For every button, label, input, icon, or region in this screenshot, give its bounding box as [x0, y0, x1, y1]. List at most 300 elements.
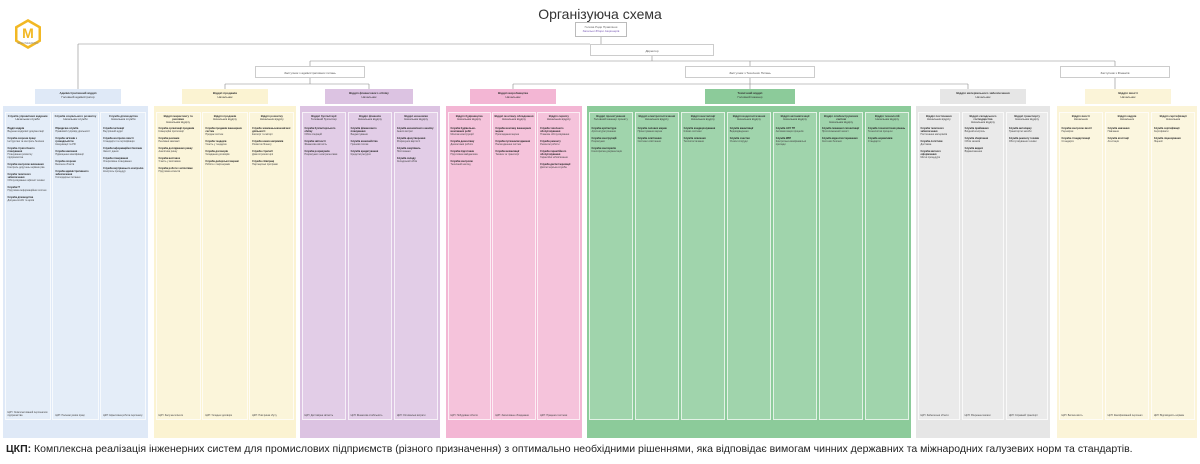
- unit-header: [53, 113, 97, 126]
- unit-entry: [250, 126, 293, 139]
- dept-subtitle: Начальник: [361, 94, 377, 99]
- entry-title: Служба розрахунків: [304, 150, 330, 153]
- entry-title: Служба зовнішньоекономічної діяльності: [252, 127, 291, 133]
- entry-title: Служба контролю: [450, 160, 473, 163]
- entry-desc: Транспортні засоби: [1008, 130, 1032, 133]
- dept-head-admin: [35, 89, 121, 104]
- unit-result: ЦКП: Залучені клієнти: [158, 414, 184, 417]
- page-title: Організуюча схема: [538, 6, 662, 22]
- entry-desc: Розрахунки: [591, 140, 605, 143]
- dept-title: Відділ фінансового обліку: [349, 91, 389, 95]
- unit-entry: [963, 136, 1004, 146]
- unit-title: Відділ фінансів: [359, 114, 381, 118]
- entry-desc: Розрахунок вартості: [396, 140, 421, 143]
- unit-subtitle: Начальник служби: [63, 117, 88, 122]
- shareholders-label: Загальні Збори Акціонерів: [582, 29, 620, 33]
- unit-title: Відділ сертифікації: [1159, 114, 1187, 118]
- entry-desc: Кредитні ресурси: [350, 153, 371, 156]
- unit-subtitle: Начальник відділу: [358, 117, 382, 122]
- deputy-admin-box: Заступник з адміністративних питань: [255, 66, 365, 78]
- entry-desc: Розрахунки з контрагентами: [304, 153, 338, 156]
- entry-desc: Кошторисна документація: [591, 150, 622, 153]
- unit-column: [1059, 112, 1104, 420]
- dept-subtitle: Начальник: [217, 94, 233, 99]
- entry-desc: Автоматизація процесів: [775, 130, 804, 133]
- entry-desc: Фінансова звітність: [304, 143, 327, 146]
- unit-title: Служба діловодства: [108, 114, 138, 118]
- entry-title: Служба технічного забезпечення: [920, 127, 944, 133]
- unit-entry: [53, 169, 97, 182]
- entry-desc: Клімат-системи: [683, 130, 702, 133]
- unit-entry: [636, 126, 679, 136]
- entry-title: Служба IT: [7, 186, 20, 189]
- unit-entry: [449, 159, 490, 169]
- entry-desc: Контроль доручень керівництва: [7, 166, 45, 169]
- unit-header: [157, 113, 200, 126]
- entry-title: Служба ціноутворення: [396, 137, 426, 140]
- unit-entry: [101, 146, 145, 156]
- unit-entry: [6, 146, 50, 162]
- entry-desc: Перевірки: [1061, 130, 1074, 133]
- unit-header: [728, 113, 771, 126]
- unit-subtitle: Начальник відділу: [644, 117, 669, 122]
- unit-column: [1151, 112, 1196, 420]
- svg-text:ENGINEERING: ENGINEERING: [17, 41, 39, 45]
- unit-subtitle: Начальник відділу: [691, 117, 715, 122]
- unit-entry: [820, 136, 863, 146]
- entry-desc: Навчання: [1107, 130, 1119, 133]
- entry-desc: Розвиток бізнесу: [252, 143, 272, 146]
- unit-result: ЦКП: Фінансова стабільність: [350, 414, 383, 417]
- entry-desc: Ведення кадрової документації: [7, 130, 44, 133]
- entry-desc: Господарські питання: [55, 176, 81, 179]
- unit-entry: [493, 126, 534, 139]
- entry-desc: Робота з партнерами: [205, 163, 230, 166]
- dept-title: Відділ продажів: [212, 91, 238, 95]
- unit-entry: [1007, 126, 1048, 136]
- unit-title: Служба управління кадрами: [7, 114, 48, 118]
- unit-entry: [6, 136, 50, 146]
- entry-title: Служба інформаційної безпеки: [103, 147, 142, 150]
- entry-title: Служба автопарку: [1008, 127, 1032, 130]
- entry-desc: Стандарти та сертифікація: [103, 140, 135, 143]
- dept-head-quality: [1085, 89, 1171, 104]
- unit-subtitle: Начальник відділу: [502, 117, 526, 122]
- unit-header: [6, 113, 50, 126]
- unit-result: ЦКП: Ефективна робота персоналу: [103, 414, 143, 417]
- entry-desc: Підтримка інформаційних систем: [7, 189, 47, 192]
- entry-desc: Стандарти: [1061, 140, 1074, 143]
- unit-entry: [538, 149, 579, 162]
- unit-entry: [395, 146, 438, 156]
- entry-title: Служба митного оформлення: [920, 150, 941, 156]
- entry-title: Служба архітектури: [591, 127, 617, 130]
- entry-desc: Облік запасів: [964, 140, 981, 143]
- entry-title: Служба механізації: [495, 150, 520, 153]
- entry-desc: Внутрішній аудит: [103, 130, 124, 133]
- entry-title: Служба складу: [396, 157, 416, 160]
- unit-entry: [590, 136, 633, 146]
- unit-entry: [590, 146, 633, 156]
- unit-result: ЦКП: Змонтоване обладнання: [495, 414, 529, 417]
- unit-title: Відділ проектування: [596, 114, 626, 118]
- unit-header: [919, 113, 960, 126]
- unit-entry: [963, 146, 1004, 156]
- unit-title: Відділ автоматизації: [780, 114, 810, 118]
- unit-title: Відділ монтажу обладнання: [494, 114, 534, 118]
- entry-title: Служба стратегії: [252, 150, 273, 153]
- unit-title: Відділ слабкострумових систем: [824, 114, 859, 122]
- entry-desc: Гарантійні зобов'язання: [540, 156, 568, 159]
- entry-desc: Підтримка клієнтів: [158, 170, 181, 173]
- unit-subtitle: Начальник відділу: [259, 117, 284, 122]
- unit-header: [349, 113, 392, 126]
- unit-result: ЦКП: Укомплектований персоналом підприємства: [7, 411, 48, 417]
- entry-title: Служба нових напрямків: [252, 140, 284, 143]
- unit-entry: [682, 136, 725, 146]
- entry-title: Юридична служба: [55, 127, 79, 130]
- unit-entry: [6, 172, 50, 185]
- dept-title: Відділ виробництва: [497, 91, 529, 95]
- unit-header: [203, 113, 246, 126]
- unit-entry: [590, 126, 633, 136]
- entry-title: Служба реклами: [158, 137, 180, 140]
- unit-column: [589, 112, 634, 420]
- unit-header: [590, 113, 633, 126]
- unit-entry: [101, 126, 145, 136]
- unit-subtitle: Головний бухгалтер: [310, 117, 337, 122]
- unit-subtitle: Головний інженер проекту: [593, 117, 628, 122]
- entry-title: Служба монтажу інженерних мереж: [495, 127, 532, 133]
- unit-entry: [1060, 126, 1103, 136]
- dept-subtitle: Начальник: [505, 94, 521, 99]
- unit-entry: [6, 126, 50, 136]
- unit-entry: [250, 149, 293, 159]
- unit-entry: [774, 126, 817, 136]
- entry-title: Служба казначейства: [350, 140, 378, 143]
- unit-result: ЦКП: Збережені запаси: [964, 414, 991, 417]
- entry-title: Служба стандартизації: [1061, 137, 1090, 140]
- unit-subtitle: Начальник: [1166, 117, 1181, 122]
- unit-column: [681, 112, 726, 420]
- entry-desc: Постачання: [396, 150, 411, 153]
- unit-entry: [203, 139, 246, 149]
- unit-header: [449, 113, 490, 126]
- unit-subtitle: Начальник відділу: [829, 120, 853, 125]
- dept-subtitle: Начальник: [975, 94, 991, 99]
- entry-title: Служба опалення: [683, 137, 706, 140]
- unit-entry: [101, 166, 145, 176]
- dept-title: Технічний відділ: [737, 91, 763, 95]
- unit-entry: [1060, 136, 1103, 146]
- entry-title: Служба охорони праці: [7, 137, 36, 140]
- entry-desc: Очисні споруди: [729, 140, 748, 143]
- entry-title: Служба очистки: [729, 137, 750, 140]
- entry-title: Служба освітлення: [637, 137, 662, 140]
- entry-title: Служба технічного забезпечення: [7, 173, 31, 179]
- entry-desc: Документообіг та архів: [7, 199, 35, 202]
- unit-subtitle: Начальник відділу: [546, 117, 571, 122]
- entry-title: Служба пожежної сигналізації: [821, 127, 860, 130]
- unit-entry: [728, 126, 771, 136]
- dept-title: Адміністративний відділ: [59, 91, 97, 95]
- entry-desc: Ліцензії: [1153, 140, 1163, 143]
- entry-title: Служба кондиціонування: [683, 127, 716, 130]
- entry-title: Служба дослідження ринку: [158, 147, 193, 150]
- entry-title: Служба технологічних рішень: [867, 127, 906, 130]
- entry-title: Служба контролю якості: [1061, 127, 1093, 130]
- unit-title: Відділ транспорту: [1014, 114, 1040, 118]
- entry-desc: Сертифікати: [1153, 130, 1169, 133]
- unit-subtitle: Начальник: [1120, 117, 1134, 122]
- unit-entry: [493, 149, 534, 159]
- entry-desc: Системи освітлення: [637, 140, 661, 143]
- dept-head-engineering: [705, 89, 795, 104]
- dept-head-production: [470, 89, 556, 104]
- unit-entry: [449, 139, 490, 149]
- entry-desc: Захист даних: [103, 150, 119, 153]
- entry-desc: Контроль процедур: [103, 170, 126, 173]
- entry-desc: Доставка: [920, 143, 932, 146]
- unit-header: [682, 113, 725, 126]
- unit-column: [727, 112, 772, 420]
- entry-title: Служба підготовки: [450, 150, 474, 153]
- entry-title: Служба звітності: [304, 140, 326, 143]
- entry-desc: Планування розвитку підприємства: [7, 153, 33, 159]
- entry-title: Служба зв'язків з громадськістю: [55, 137, 78, 143]
- unit-subtitle: Начальник служби: [15, 117, 40, 122]
- deputy-finance-box: Заступник з Фінансів: [1060, 66, 1170, 78]
- unit-entry: [1106, 126, 1149, 136]
- unit-entry: [53, 126, 97, 136]
- entry-desc: Системи безпеки: [821, 140, 842, 143]
- unit-entry: [682, 126, 725, 136]
- unit-entry: [101, 136, 145, 146]
- entry-title: Служба силових мереж: [637, 127, 667, 130]
- unit-entry: [203, 149, 246, 159]
- unit-entry: [6, 162, 50, 172]
- entry-desc: Відвантаження: [964, 150, 983, 153]
- entry-title: Служба закупівель: [396, 147, 421, 150]
- unit-entry: [636, 136, 679, 146]
- unit-entry: [919, 149, 960, 162]
- unit-column: [302, 112, 347, 420]
- entry-title: Служба дилерської мережі: [205, 160, 239, 163]
- entry-desc: Техніка та транспорт: [495, 153, 520, 156]
- entry-desc: Планове обслуговування: [540, 133, 570, 136]
- entry-title: Служба демонтажу: [450, 140, 475, 143]
- unit-entry: [6, 195, 50, 205]
- unit-column: [448, 112, 491, 420]
- entry-desc: Водовідведення: [729, 130, 749, 133]
- unit-header: [1060, 113, 1103, 126]
- entry-desc: Митні процедури: [920, 156, 941, 159]
- unit-entry: [866, 136, 909, 146]
- entry-desc: Ремонтні роботи: [540, 143, 560, 146]
- unit-title: Відділ маркетингу та реклами: [163, 114, 193, 122]
- unit-subtitle: Начальник відділу: [971, 120, 995, 125]
- unit-entry: [538, 162, 579, 172]
- unit-column: [819, 112, 864, 420]
- unit-entry: [538, 139, 579, 149]
- unit-title: Відділ електропостачання: [638, 114, 676, 118]
- entry-title: Служба зберігання: [964, 137, 989, 140]
- entry-desc: Архітектурні рішення: [591, 130, 616, 133]
- entry-desc: Рекламні кампанії: [158, 140, 180, 143]
- entry-desc: Комунікації та PR: [55, 143, 76, 146]
- entry-desc: Підготовка майданчика: [450, 153, 478, 156]
- entry-desc: Монтаж конструкцій: [450, 133, 474, 136]
- entry-title: Служба конструкцій: [591, 137, 617, 140]
- unit-title: Відділ будівництва: [455, 114, 483, 118]
- unit-entry: [449, 149, 490, 159]
- entry-desc: Протипожежний захист: [821, 130, 849, 133]
- entry-desc: Технологічні процеси: [867, 130, 893, 133]
- entry-title: Служба видачі: [964, 147, 983, 150]
- unit-subtitle: Начальник відділу: [737, 117, 761, 122]
- entry-title: Служба економічного аналізу: [396, 127, 434, 130]
- entry-title: Служба приймання: [964, 127, 989, 130]
- unit-entry: [349, 126, 392, 139]
- unit-result: ЦКП: Нові ринки збуту: [252, 414, 277, 417]
- entry-title: Служба інспекції: [103, 127, 125, 130]
- unit-subtitle: Начальник відділу: [783, 117, 807, 122]
- unit-header: [774, 113, 817, 126]
- unit-entry: [538, 126, 579, 139]
- entry-desc: Аналіз витрат: [396, 130, 413, 133]
- unit-subtitle: Начальник відділу: [1015, 117, 1040, 122]
- entry-desc: Довгострокові цілі: [252, 153, 274, 156]
- unit-entry: [349, 149, 392, 159]
- unit-entry: [919, 139, 960, 149]
- entry-desc: Обслуговування техніки: [1008, 140, 1037, 143]
- unit-header: [636, 113, 679, 126]
- unit-header: [538, 113, 579, 126]
- entry-desc: Оперативне планування: [103, 160, 132, 163]
- chairman-label: Голова Ради Правління: [584, 25, 618, 29]
- entry-desc: Підвищення кваліфікації: [55, 153, 84, 156]
- entry-title: Служба технічного обслуговування: [540, 127, 564, 133]
- unit-entry: [1152, 126, 1195, 136]
- unit-result: ЦКП: Належні умови праці: [55, 414, 85, 417]
- unit-column: [537, 112, 580, 420]
- entry-desc: Демонтажні роботи: [450, 143, 473, 146]
- director-box: Директор: [590, 44, 714, 56]
- dept-subtitle: Начальник: [1120, 94, 1136, 99]
- entry-title: Служба ремонту: [540, 140, 561, 143]
- unit-header: [1007, 113, 1048, 126]
- entry-title: Служба договорів: [205, 150, 228, 153]
- entry-title: Служба пусконалагодження: [495, 140, 531, 143]
- entry-title: Служба диспетчеризації: [540, 163, 571, 166]
- entry-desc: Безпека об'єктів: [55, 163, 75, 166]
- unit-column: [492, 112, 535, 420]
- unit-result: ЦКП: Побудовані об'єкти: [450, 414, 478, 417]
- entry-desc: Комерційні пропозиції: [158, 130, 184, 133]
- entry-desc: Укладання договорів: [205, 153, 230, 156]
- unit-column: [773, 112, 818, 420]
- unit-title: Відділ водопостачання: [732, 114, 766, 118]
- dept-title: Відділ матеріального забезпечення: [956, 91, 1010, 95]
- dept-subtitle: Головний інженер: [737, 94, 763, 99]
- unit-entry: [157, 146, 200, 156]
- unit-column: [394, 112, 439, 420]
- unit-entry: [1007, 136, 1048, 146]
- unit-header: [250, 113, 293, 126]
- entry-title: Служба співпраці: [252, 160, 275, 163]
- unit-subtitle: Начальник відділу: [166, 120, 191, 125]
- unit-result: ЦКП: Працюючі системи: [540, 414, 568, 417]
- footer-note: [6, 443, 1194, 455]
- unit-column: [865, 112, 910, 420]
- unit-entry: [101, 156, 145, 166]
- entry-title: Служба організації продажів: [158, 127, 195, 130]
- unit-column: [52, 112, 98, 420]
- unit-entry: [1106, 136, 1149, 146]
- unit-subtitle: Начальник відділу: [213, 117, 237, 122]
- unit-entry: [303, 149, 346, 159]
- entry-desc: Участь у виставках: [158, 160, 181, 163]
- entry-title: Служба атестації: [1107, 137, 1129, 140]
- entry-desc: Теплопостачання: [683, 140, 704, 143]
- unit-entry: [395, 136, 438, 146]
- entry-desc: Участь у тендерах: [205, 143, 227, 146]
- unit-subtitle: Начальник відділу: [457, 117, 482, 122]
- entry-desc: Стандарти: [867, 140, 881, 143]
- entry-title: Служба внутрішнього контролю: [103, 167, 144, 170]
- entry-desc: Технічний нагляд: [450, 163, 471, 166]
- unit-entry: [203, 159, 246, 169]
- unit-title: Відділ бухгалтерії: [311, 114, 337, 118]
- unit-result: ЦКП: Оптимальні витрати: [396, 414, 426, 417]
- unit-subtitle: Начальник служби: [111, 117, 136, 122]
- entry-desc: Інструктаж та контроль безпеки: [7, 140, 45, 143]
- deputy-tech-box: Заступник з Технічних Питань: [685, 66, 815, 78]
- entry-desc: Контрольно-вимірювальні прилади: [775, 140, 806, 146]
- unit-column: [202, 112, 247, 420]
- unit-entry: [6, 185, 50, 195]
- unit-header: [493, 113, 534, 126]
- entry-title: Служба каналізації: [729, 127, 754, 130]
- unit-entry: [53, 136, 97, 149]
- svg-text:M: M: [22, 25, 34, 41]
- unit-entry: [449, 126, 490, 139]
- entry-title: Служба АСУ ТП: [775, 127, 796, 130]
- unit-result: ЦКП: Відповідність нормам: [1153, 414, 1185, 417]
- entry-title: Служба логістики: [920, 140, 943, 143]
- entry-title: Служба відеоспостереження: [821, 137, 858, 140]
- unit-result: ЦКП: Висока якість: [1061, 414, 1083, 417]
- unit-subtitle: Начальник: [1073, 117, 1088, 122]
- unit-subtitle: Начальник відділу: [926, 117, 951, 122]
- entry-desc: Партнерські програми: [252, 163, 278, 166]
- unit-result: ЦКП: Справний транспорт: [1008, 414, 1038, 417]
- entry-desc: Продаж систем: [205, 133, 224, 136]
- entry-title: Відділ кадрів: [7, 127, 25, 130]
- unit-entry: [53, 149, 97, 159]
- unit-header: [1106, 113, 1149, 126]
- entry-title: Служба нормативів: [867, 137, 893, 140]
- unit-entry: [157, 136, 200, 146]
- entry-desc: Складський облік: [396, 160, 418, 163]
- footer-text: Комплексна реалізація інженерних систем для промислових підприємств (різного призначення) з оптимально необхідними рішеннями, яка відповідає вимогам чинних державних та міжнародних галузевих норм та стандартів.: [34, 443, 1133, 455]
- entry-title: Служба сертифікації: [1153, 127, 1180, 130]
- entry-title: Служба ремонту техніки: [1008, 137, 1040, 140]
- unit-entry: [53, 159, 97, 169]
- unit-entry: [157, 166, 200, 176]
- unit-column: [635, 112, 680, 420]
- entry-desc: Облік операцій: [304, 133, 322, 136]
